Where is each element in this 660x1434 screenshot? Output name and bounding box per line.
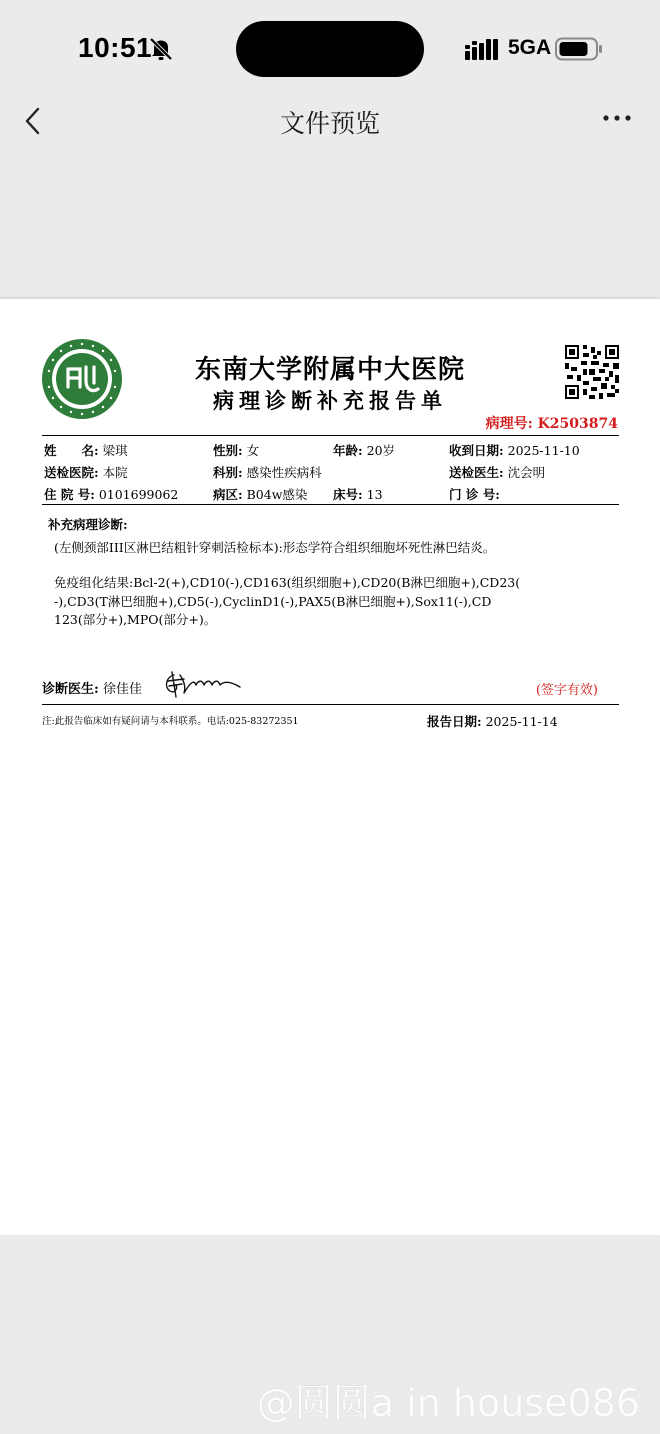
field-label: 门 诊 号: (449, 487, 500, 502)
field-sending-hospital (44, 463, 128, 481)
field-name (44, 441, 128, 459)
field-label: 床号: (333, 487, 363, 502)
field-label: 送检医院: (44, 465, 99, 480)
field-value: 0101699062 (98, 487, 179, 502)
field-inpatient-no (44, 485, 178, 503)
status-bar (0, 0, 660, 96)
network-type: 5GA (508, 36, 552, 59)
field-ward (213, 485, 307, 503)
report-date-value: 2025-11-14 (485, 714, 558, 729)
field-value: 梁琪 (102, 443, 128, 458)
status-time: 10:51 (78, 32, 153, 63)
report-title: 病理诊断补充报告单 (213, 388, 447, 413)
field-value: 沈会明 (507, 465, 546, 480)
battery-icon (555, 37, 603, 61)
info-row-2 (44, 463, 620, 481)
watermark: @圆圆a in house086 (256, 1381, 640, 1425)
ihc-results: 免疫组化结果:Bcl-2(+),CD10(-),CD163(组织细胞+),CD20(B淋巴细胞+),CD23( -),CD3(T淋巴细胞+),CD5(-),CyclinD1(-),PAX5(B淋巴细胞+),Sox11(-),CD 123(部分+),MPO(部分+)。 (54, 575, 521, 627)
field-label: 性别: (213, 443, 243, 458)
diagnosing-doctor (42, 678, 142, 697)
pathology-number (486, 413, 618, 433)
field-sending-doctor (449, 463, 545, 481)
report-date (427, 712, 558, 730)
field-label: 姓 名: (44, 443, 99, 458)
field-value: 本院 (102, 465, 128, 480)
field-outpatient-no (449, 485, 504, 503)
field-bed-no (333, 485, 383, 503)
pathology-number-value: K2503874 (537, 416, 618, 432)
diagnosing-doctor-label: 诊断医生: (42, 682, 99, 697)
field-value: 2025-11-10 (507, 443, 580, 458)
handwritten-signature (160, 667, 244, 699)
diagnosis-text: (左侧颈部III区淋巴结粗针穿刺活检标本):形态学符合组织细胞坏死性淋巴结炎。 (54, 540, 496, 555)
diagnosing-doctor-name: 徐佳佳 (102, 682, 142, 697)
signal-icon (465, 38, 499, 60)
field-label: 年龄: (333, 443, 363, 458)
field-label: 科别: (213, 465, 243, 480)
dynamic-island (236, 21, 424, 77)
field-label: 送检医生: (449, 465, 504, 480)
field-label: 住 院 号: (44, 487, 95, 502)
report-document[interactable] (0, 299, 660, 1235)
field-gender (213, 441, 259, 459)
diagnosis-section-title: 补充病理诊断: (48, 517, 128, 532)
field-value: 感染性疾病科 (246, 465, 322, 480)
nav-bar (0, 96, 660, 144)
field-value: 20岁 (366, 443, 396, 458)
hospital-name: 东南大学附属中大医院 (194, 355, 465, 385)
field-age (333, 441, 395, 459)
more-button[interactable] (600, 110, 636, 130)
info-row-1 (44, 441, 620, 459)
field-received-date (449, 441, 580, 459)
divider-top (42, 435, 619, 436)
field-value: B04w感染 (246, 487, 308, 502)
page-title: 文件预览 (279, 109, 380, 138)
qr-code-icon (565, 345, 619, 399)
signature-valid-note: (签字有效) (535, 683, 598, 698)
field-value: 女 (246, 443, 260, 458)
divider-bottom (42, 704, 619, 705)
divider-middle (42, 504, 619, 505)
field-department (213, 463, 322, 481)
info-row-3 (44, 485, 620, 503)
report-date-label: 报告日期: (427, 714, 482, 729)
field-label: 病区: (213, 487, 243, 502)
bell-off-icon (148, 36, 174, 62)
footer-note: 注:此报告临床如有疑问请与本科联系。电话:025-83272351 (42, 716, 299, 727)
field-label: 收到日期: (449, 443, 504, 458)
field-value: 13 (366, 487, 383, 502)
pathology-number-label: 病理号: (485, 416, 533, 432)
more-dots-icon (600, 110, 636, 130)
